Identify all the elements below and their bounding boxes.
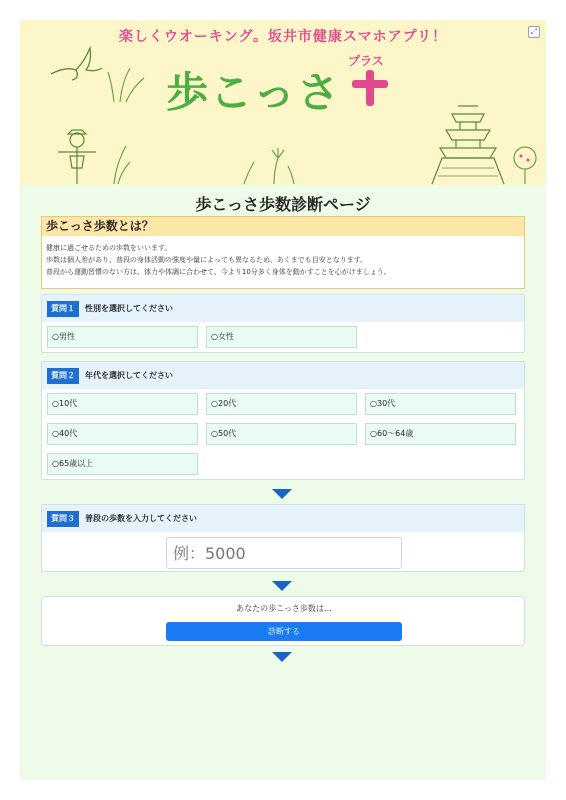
gender-option-male[interactable] (47, 326, 198, 348)
plus-cross-icon (352, 70, 388, 106)
about-section (41, 216, 525, 289)
question-3-header (42, 505, 524, 532)
radio-icon: ○ (52, 459, 59, 468)
down-arrow-icon (272, 489, 292, 499)
result-text: あなたの歩こっさ歩数は… (236, 604, 332, 613)
option-label: 20代 (217, 399, 237, 408)
down-arrow-icon (272, 652, 292, 662)
logo-plus-label: プラス (348, 54, 384, 68)
rice-plant-icon (104, 140, 134, 185)
about-heading: 歩こっさ歩数とは？ (42, 217, 524, 236)
question-3-text: 普段の歩数を入力してください (85, 514, 197, 523)
age-option-10s[interactable] (47, 393, 198, 415)
question-2-badge: 質問２ (47, 368, 79, 384)
about-line: 歩数は個人差があり、普段の身体活動の強度や量によっても異なるため、あくまでも目安となります。 (46, 256, 368, 264)
question-3 (41, 504, 525, 572)
radio-icon: ○ (211, 332, 218, 341)
result-section (41, 596, 525, 646)
expand-icon[interactable]: ⤢ (528, 26, 540, 38)
daily-steps-input[interactable] (166, 537, 402, 569)
radio-icon: ○ (52, 429, 59, 438)
page-title: 歩こっさ歩数診断ページ (195, 195, 371, 214)
question-2 (41, 361, 525, 480)
about-line: 普段から運動習慣のない方は、体力や体調に合わせて、今より10分多く身体を動かすことを心がけましょう。 (46, 268, 391, 276)
radio-icon: ○ (370, 399, 377, 408)
option-label: 10代 (58, 399, 78, 408)
option-label: 30代 (376, 399, 396, 408)
radio-icon: ○ (211, 429, 218, 438)
age-option-30s[interactable] (365, 393, 516, 415)
tree-illustration-icon (508, 144, 542, 184)
gender-option-female[interactable] (206, 326, 357, 348)
header-banner (20, 20, 546, 185)
question-1-header (42, 295, 524, 322)
question-3-badge: 質問３ (47, 511, 79, 527)
option-label: 50代 (217, 429, 237, 438)
question-2-text: 年代を選択してください (85, 371, 173, 380)
app-logo: 歩こっさ (166, 68, 342, 117)
age-option-20s[interactable] (206, 393, 357, 415)
castle-illustration-icon (428, 100, 508, 185)
age-option-40s[interactable] (47, 423, 198, 445)
question-1-text: 性別を選択してください (85, 304, 173, 313)
bird-illustration-icon (46, 44, 106, 84)
diagnose-button[interactable]: 診断する (166, 622, 402, 641)
lily-flower-icon (234, 148, 314, 185)
age-option-50s[interactable] (206, 423, 357, 445)
question-1 (41, 294, 525, 353)
radio-icon: ○ (52, 332, 59, 341)
radio-icon: ○ (370, 429, 377, 438)
about-line: 健康に過ごせるための歩数をいいます。 (46, 244, 172, 252)
option-label: 65歳以上 (58, 459, 94, 468)
grass-illustration-icon (104, 64, 154, 104)
question-2-header (42, 362, 524, 389)
page (20, 20, 546, 780)
option-label: 女性 (217, 332, 234, 341)
age-option-65-plus[interactable] (47, 453, 198, 475)
question-1-badge: 質問１ (47, 301, 79, 317)
radio-icon: ○ (211, 399, 218, 408)
age-option-60-64[interactable] (365, 423, 516, 445)
option-label: 40代 (58, 429, 78, 438)
banner-tagline: 楽しくウオーキング。坂井市健康スマホアプリ！ (118, 29, 448, 45)
radio-icon: ○ (52, 399, 59, 408)
scarecrow-illustration-icon (52, 126, 102, 185)
about-body (42, 236, 524, 278)
option-label: 男性 (58, 332, 75, 341)
option-label: 60〜64歳 (376, 429, 414, 438)
down-arrow-icon (272, 581, 292, 591)
